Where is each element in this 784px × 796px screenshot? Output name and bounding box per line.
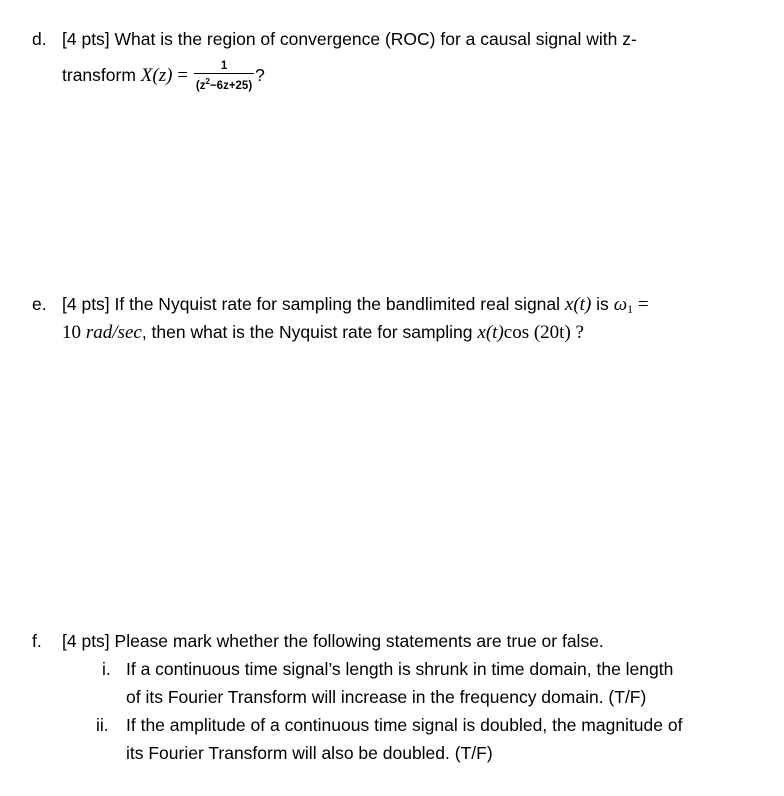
question-e-line1: [4 pts] If the Nyquist rate for sampling the bandlimited real signal x(t) is $\omega_1$ = — [62, 294, 649, 316]
question-d-line1: [4 pts] What is the region of convergence (ROC) for a causal signal with z- — [62, 29, 637, 49]
question-e-unit: rad/sec — [85, 322, 142, 343]
question-d-qmark: ? — [255, 65, 265, 86]
question-e-line2: 10 rad/sec, then what is the Nyquist rate for sampling x(t)cos (20t) ? — [62, 322, 584, 343]
question-f-item-2-line2: its Fourier Transform will also be doubled. (T/F) — [126, 743, 493, 763]
question-d-denominator: $(z^2-6z+25)$ — [195, 77, 253, 92]
question-f-item-1-numeral: i. — [102, 659, 111, 679]
question-d-line2 — [62, 60, 265, 93]
question-e-value: 10 — [62, 322, 81, 343]
question-f-item-1-line2: of its Fourier Transform will increase in the frequency domain. (T/F) — [126, 687, 647, 707]
question-f-item-2-numeral: ii. — [96, 715, 109, 735]
question-d-lhs: X(z) — [140, 65, 173, 87]
question-e-signal2: x(t) — [477, 322, 504, 343]
question-e-cos: cos (20t) ? — [503, 322, 584, 343]
question-e-signal: x(t) — [564, 294, 592, 315]
question-d-transform-word: transform — [62, 65, 136, 86]
question-f-text: [4 pts] Please mark whether the following statements are true or false. — [62, 631, 604, 651]
question-d-numerator: 1 — [194, 60, 254, 74]
question-e-marker: e. — [32, 294, 47, 314]
question-d-marker: d. — [32, 29, 47, 49]
question-f-item-2-line1: If the amplitude of a continuous time signal is doubled, the magnitude of — [126, 715, 683, 735]
question-d-equals: = — [177, 65, 189, 87]
question-e-omega: $\omega_1$ — [613, 294, 634, 316]
question-d-fraction — [194, 60, 254, 93]
question-f-item-1-line1: If a continuous time signal’s length is shrunk in time domain, the length — [126, 659, 674, 679]
question-f-marker: f. — [32, 631, 42, 651]
